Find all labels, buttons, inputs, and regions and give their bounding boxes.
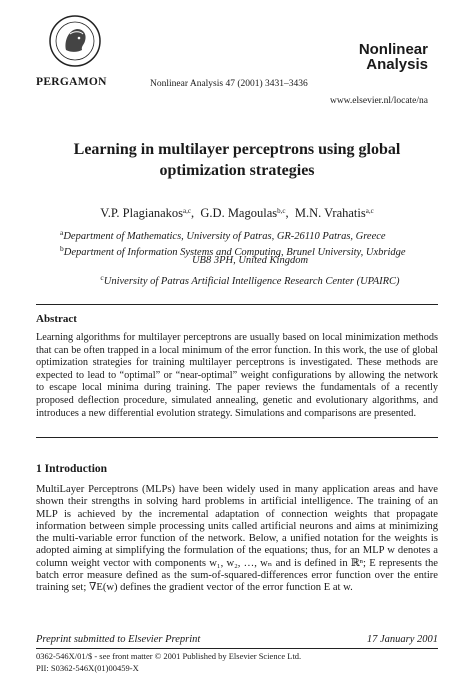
publisher-name: PERGAMON (36, 76, 107, 88)
pergamon-logo-icon (48, 14, 102, 68)
copyright-line: 0362-546X/01/$ - see front matter © 2001 Published by Elsevier Science Ltd. (36, 651, 302, 661)
journal-reference: Nonlinear Analysis 47 (2001) 3431–3436 (150, 79, 308, 89)
author-2: G.D. Magoulas (200, 206, 278, 220)
preprint-note: Preprint submitted to Elsevier Preprint (36, 634, 201, 645)
author-1-affil: a,c (183, 207, 192, 215)
section-heading-introduction: 1 Introduction (36, 463, 108, 475)
affiliation-c-text: University of Patras Artificial Intelligence Research Center (UPAIRC) (103, 276, 400, 287)
journal-name-line2: Analysis (366, 56, 428, 73)
affiliation-b-continued: UB8 3PH, United Kingdom (191, 255, 309, 266)
abstract-heading: Abstract (36, 313, 77, 325)
journal-name (359, 42, 428, 72)
affiliation-c-mark: c (100, 273, 104, 282)
preprint-date: 17 January 2001 (366, 634, 438, 645)
introduction-text: MultiLayer Perceptrons (MLPs) have been widely used in many application areas and have shown their strengths in solving hard problems in artificial intelligence. The training of an MLP is achieved by the incremental adaptation of connection weights that propagate information between simple processing units called artificial neurons and aims at minimizing the multi-variable error function of the network. Below, a unified notation for the weights is adopted aiming at simplifying the formulation of the equations; thus, for an MLP w denotes a column weight vector with components w₁, w₂, …, wₙ and is defined in ℝⁿ; E represents the batch error measure defined as the sum-of-squared-differences error function over the entire training set; ∇E(w) defines the gradient vector of the error function E at w. (36, 484, 438, 594)
title-line-1: Learning in multilayer perceptrons using global (73, 141, 401, 158)
paper-title (0, 139, 474, 181)
affiliation-b-text: Department of Information Systems and Computing, Brunel University, Uxbridge (63, 247, 406, 258)
author-1: V.P. Plagianakos (100, 206, 184, 220)
abstract-bottom-rule (36, 437, 438, 438)
abstract-top-rule (36, 304, 438, 305)
affiliation-a (60, 226, 440, 243)
affiliation-a-mark: a (60, 228, 64, 237)
author-3-affil: a,c (365, 207, 374, 215)
affiliation-a-text: Department of Mathematics, University of Patras, GR-26110 Patras, Greece (63, 231, 386, 242)
abstract-text: Learning algorithms for multilayer perceptrons are usually based on local minimization methods that can be often trapped in a local minimum of the error function. In this work, the use of global optimization strategies for training multilayer perceptrons is investigated. These methods are expected to lead to “optimal” or “near-optimal” weight configurations by allowing the network to escape local minima during training. The paper reviews the fundamentals of a recently proposed deflection procedure, simulated annealing, genetic and evolutionary algorithms, and introduces a new differential evolution strategy. Simulations and comparisons are presented. (36, 332, 438, 419)
affiliation-b-mark: b (60, 244, 64, 253)
footer-rule (36, 648, 438, 649)
affiliation-c (60, 271, 440, 288)
journal-name-line1: Nonlinear (358, 41, 428, 58)
author-list: V.P. Plagianakos$^{a,c}$, G.D. Magoulas$^{b,c}$, M.N. Vrahatis$^{a,c}$ (100, 206, 374, 220)
pii-line: PII: S0362-546X(01)00459-X (36, 663, 139, 673)
author-3: M.N. Vrahatis (294, 206, 366, 220)
author-2-affil: b,c (277, 207, 286, 215)
title-line-2: optimization strategies (159, 162, 315, 179)
journal-url-link[interactable]: www.elsevier.nl/locate/na (329, 96, 428, 106)
